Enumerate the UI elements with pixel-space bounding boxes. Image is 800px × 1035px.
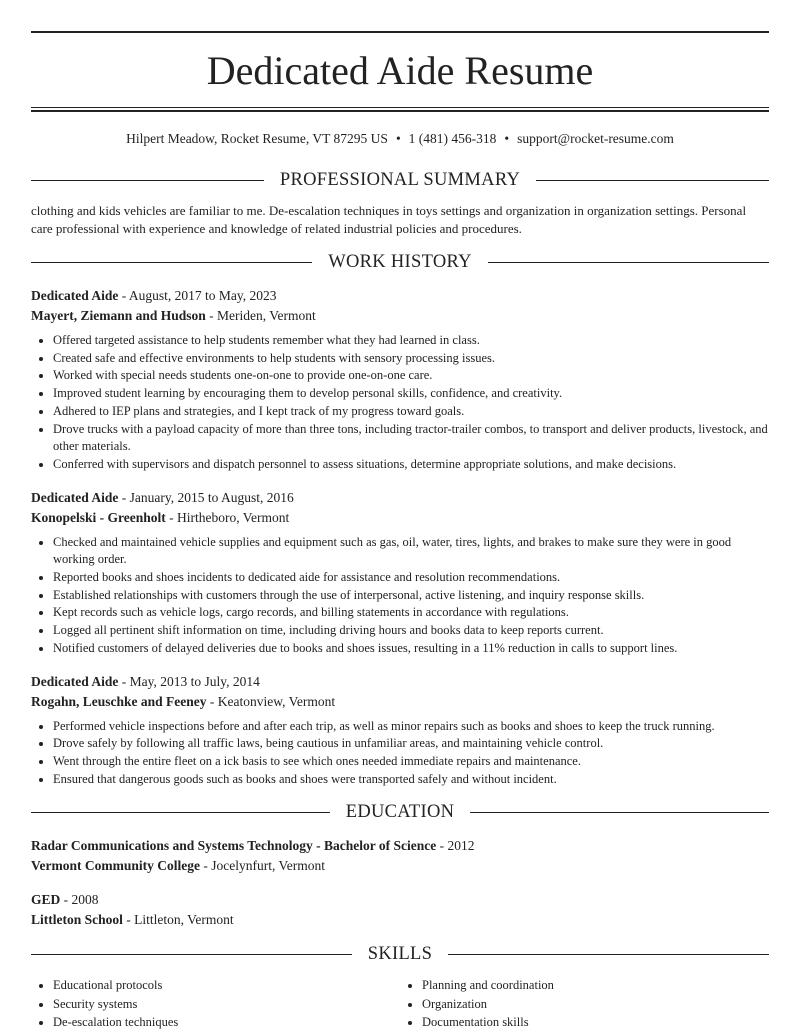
skill-item: • De-escalation techniques [53,1013,400,1031]
education-school-line: Littleton School - Littleton, Vermont [31,912,234,928]
job-bullet: • Drove trucks with a payload capacity of more than three tons, including tractor-trailer combos, to transport and deliver products, livestock, and other materials. [53,421,769,456]
job-entry [31,488,769,658]
job-bullet: • Worked with special needs students one-on-one to provide one-on-one care. [53,367,769,385]
education-school: Littleton School [31,912,123,928]
education-heading [31,800,769,824]
education-location: Littleton, Vermont [134,912,234,928]
education-degree-line: GED - 2008 [31,892,99,908]
title-double-rule [31,107,769,112]
job-company-line: Rogahn, Leuschke and Feeney - Keatonview, Vermont [31,693,336,709]
job-bullet: • Conferred with supervisors and dispatch personnel to assess situations, determine appropriate solutions, and make decisions. [53,456,769,474]
job-bullet: • Improved student learning by encouraging them to develop personal skills, confidence, and creativity. [53,385,769,403]
job-location: Meriden, Vermont [217,308,316,323]
job-bullet: • Performed vehicle inspections before and after each trip, as well as minor repairs such as books and shoes to keep the truck running. [53,718,769,736]
education-entry [31,836,769,876]
summary-title: PROFESSIONAL SUMMARY [279,170,521,190]
education-degree: Radar Communications and Systems Technology - Bachelor of Science [31,838,437,854]
job-location: Keatonview, Vermont [217,693,336,709]
job-bullet: • Offered targeted assistance to help students remember what they had learned in class. [53,332,769,350]
skill-item: • Security systems [53,995,400,1013]
job-location: Hirtheboro, Vermont [177,509,290,525]
job-bullet: • Logged all pertinent shift information on time, including driving hours and books data to keep reports current. [53,622,769,640]
education-degree: GED [31,892,61,908]
summary-heading [31,168,769,192]
job-bullet: • Notified customers of delayed deliveries due to books and shoes issues, resulting in a 11% reduction in calls to support lines. [53,640,769,658]
job-bullets [31,718,769,789]
job-bullet: • Checked and maintained vehicle supplies and equipment such as gas, oil, water, tires, lights, and brakes to make sure they were in good working order. [53,534,769,569]
job-role: Dedicated Aide [31,288,119,303]
contact-separator: • [395,131,401,146]
resume-title: Dedicated Aide Resume [206,48,594,93]
contact-email[interactable]: support@rocket-resume.com [517,131,674,146]
contact-separator: • [504,131,510,146]
job-bullet: • Created safe and effective environments to help students with sensory processing issues. [53,350,769,368]
skill-item: • Educational protocols [53,976,400,994]
resume-page [31,0,769,1031]
skill-item: • Documentation skills [422,1013,769,1031]
education-title: EDUCATION [345,802,455,823]
job-role-line: Dedicated Aide - August, 2017 to May, 2023 [31,288,277,303]
job-company-line: Mayert, Ziemann and Hudson - Meriden, Vermont [31,308,316,323]
education-degree-line: Radar Communications and Systems Technology - Bachelor of Science - 2012 [31,838,475,854]
job-company: Konopelski - Greenholt [31,509,166,525]
job-bullet: • Went through the entire fleet on a ick basis to see which ones needed immediate repairs and maintenance. [53,753,769,771]
job-bullets [31,332,769,474]
job-entry [31,672,769,789]
job-bullets [31,534,769,658]
skills-left-column [31,976,400,1031]
education-location: Jocelynfurt, Vermont [211,858,325,874]
skills-title: SKILLS [367,944,433,965]
skill-item: • Organization [422,995,769,1013]
skills-heading [31,942,769,966]
job-company: Mayert, Ziemann and Hudson [31,308,206,323]
job-bullet: • Ensured that dangerous goods such as books and shoes were transported safely and without incident. [53,771,769,789]
job-bullet: • Kept records such as vehicle logs, cargo records, and billing statements in accordance with regulations. [53,604,769,622]
skill-item: • Planning and coordination [422,976,769,994]
job-role-line: Dedicated Aide - May, 2013 to July, 2014 [31,673,260,689]
job-dates: May, 2013 to July, 2014 [129,673,260,689]
work-history-list [31,286,769,788]
job-dates: August, 2017 to May, 2023 [128,288,277,303]
contact-address: Hilpert Meadow, Rocket Resume, VT 87295 US [126,131,388,146]
work-heading [31,250,769,274]
job-role: Dedicated Aide [31,673,119,689]
summary-text: clothing and kids vehicles are familiar to me. De-escalation techniques in toys settings and organization in organization settings. Personal care professional with experience and knowledge of related industrial policies and procedures. [31,203,747,236]
education-year: 2008 [71,892,99,908]
contact-phone[interactable]: 1 (481) 456-318 [408,131,497,146]
skills-grid [31,976,769,1031]
job-bullet: • Adhered to IEP plans and strategies, and I kept track of my progress toward goals. [53,403,769,421]
job-bullet: • Reported books and shoes incidents to dedicated aide for assistance and resolution recommendations. [53,569,769,587]
job-role-line: Dedicated Aide - January, 2015 to August, 2016 [31,489,294,505]
work-title: WORK HISTORY [328,252,472,272]
job-entry [31,286,769,474]
job-bullet: • Drove safely by following all traffic laws, being cautious in unfamiliar areas, and maintaining vehicle control. [53,735,769,753]
contact-line [31,130,769,148]
job-dates: January, 2015 to August, 2016 [129,489,294,505]
job-role: Dedicated Aide [31,489,119,505]
job-bullet: • Established relationships with customers through the use of interpersonal, active listening, and inquiry response skills. [53,587,769,605]
skills-right-column [400,976,769,1031]
job-company-line: Konopelski - Greenholt - Hirtheboro, Vermont [31,509,290,525]
job-company: Rogahn, Leuschke and Feeney [31,693,207,709]
top-rule [31,31,769,33]
education-year: 2012 [447,838,475,854]
education-school: Vermont Community College [31,858,200,874]
education-school-line: Vermont Community College - Jocelynfurt, Vermont [31,858,325,874]
education-entry [31,890,769,930]
